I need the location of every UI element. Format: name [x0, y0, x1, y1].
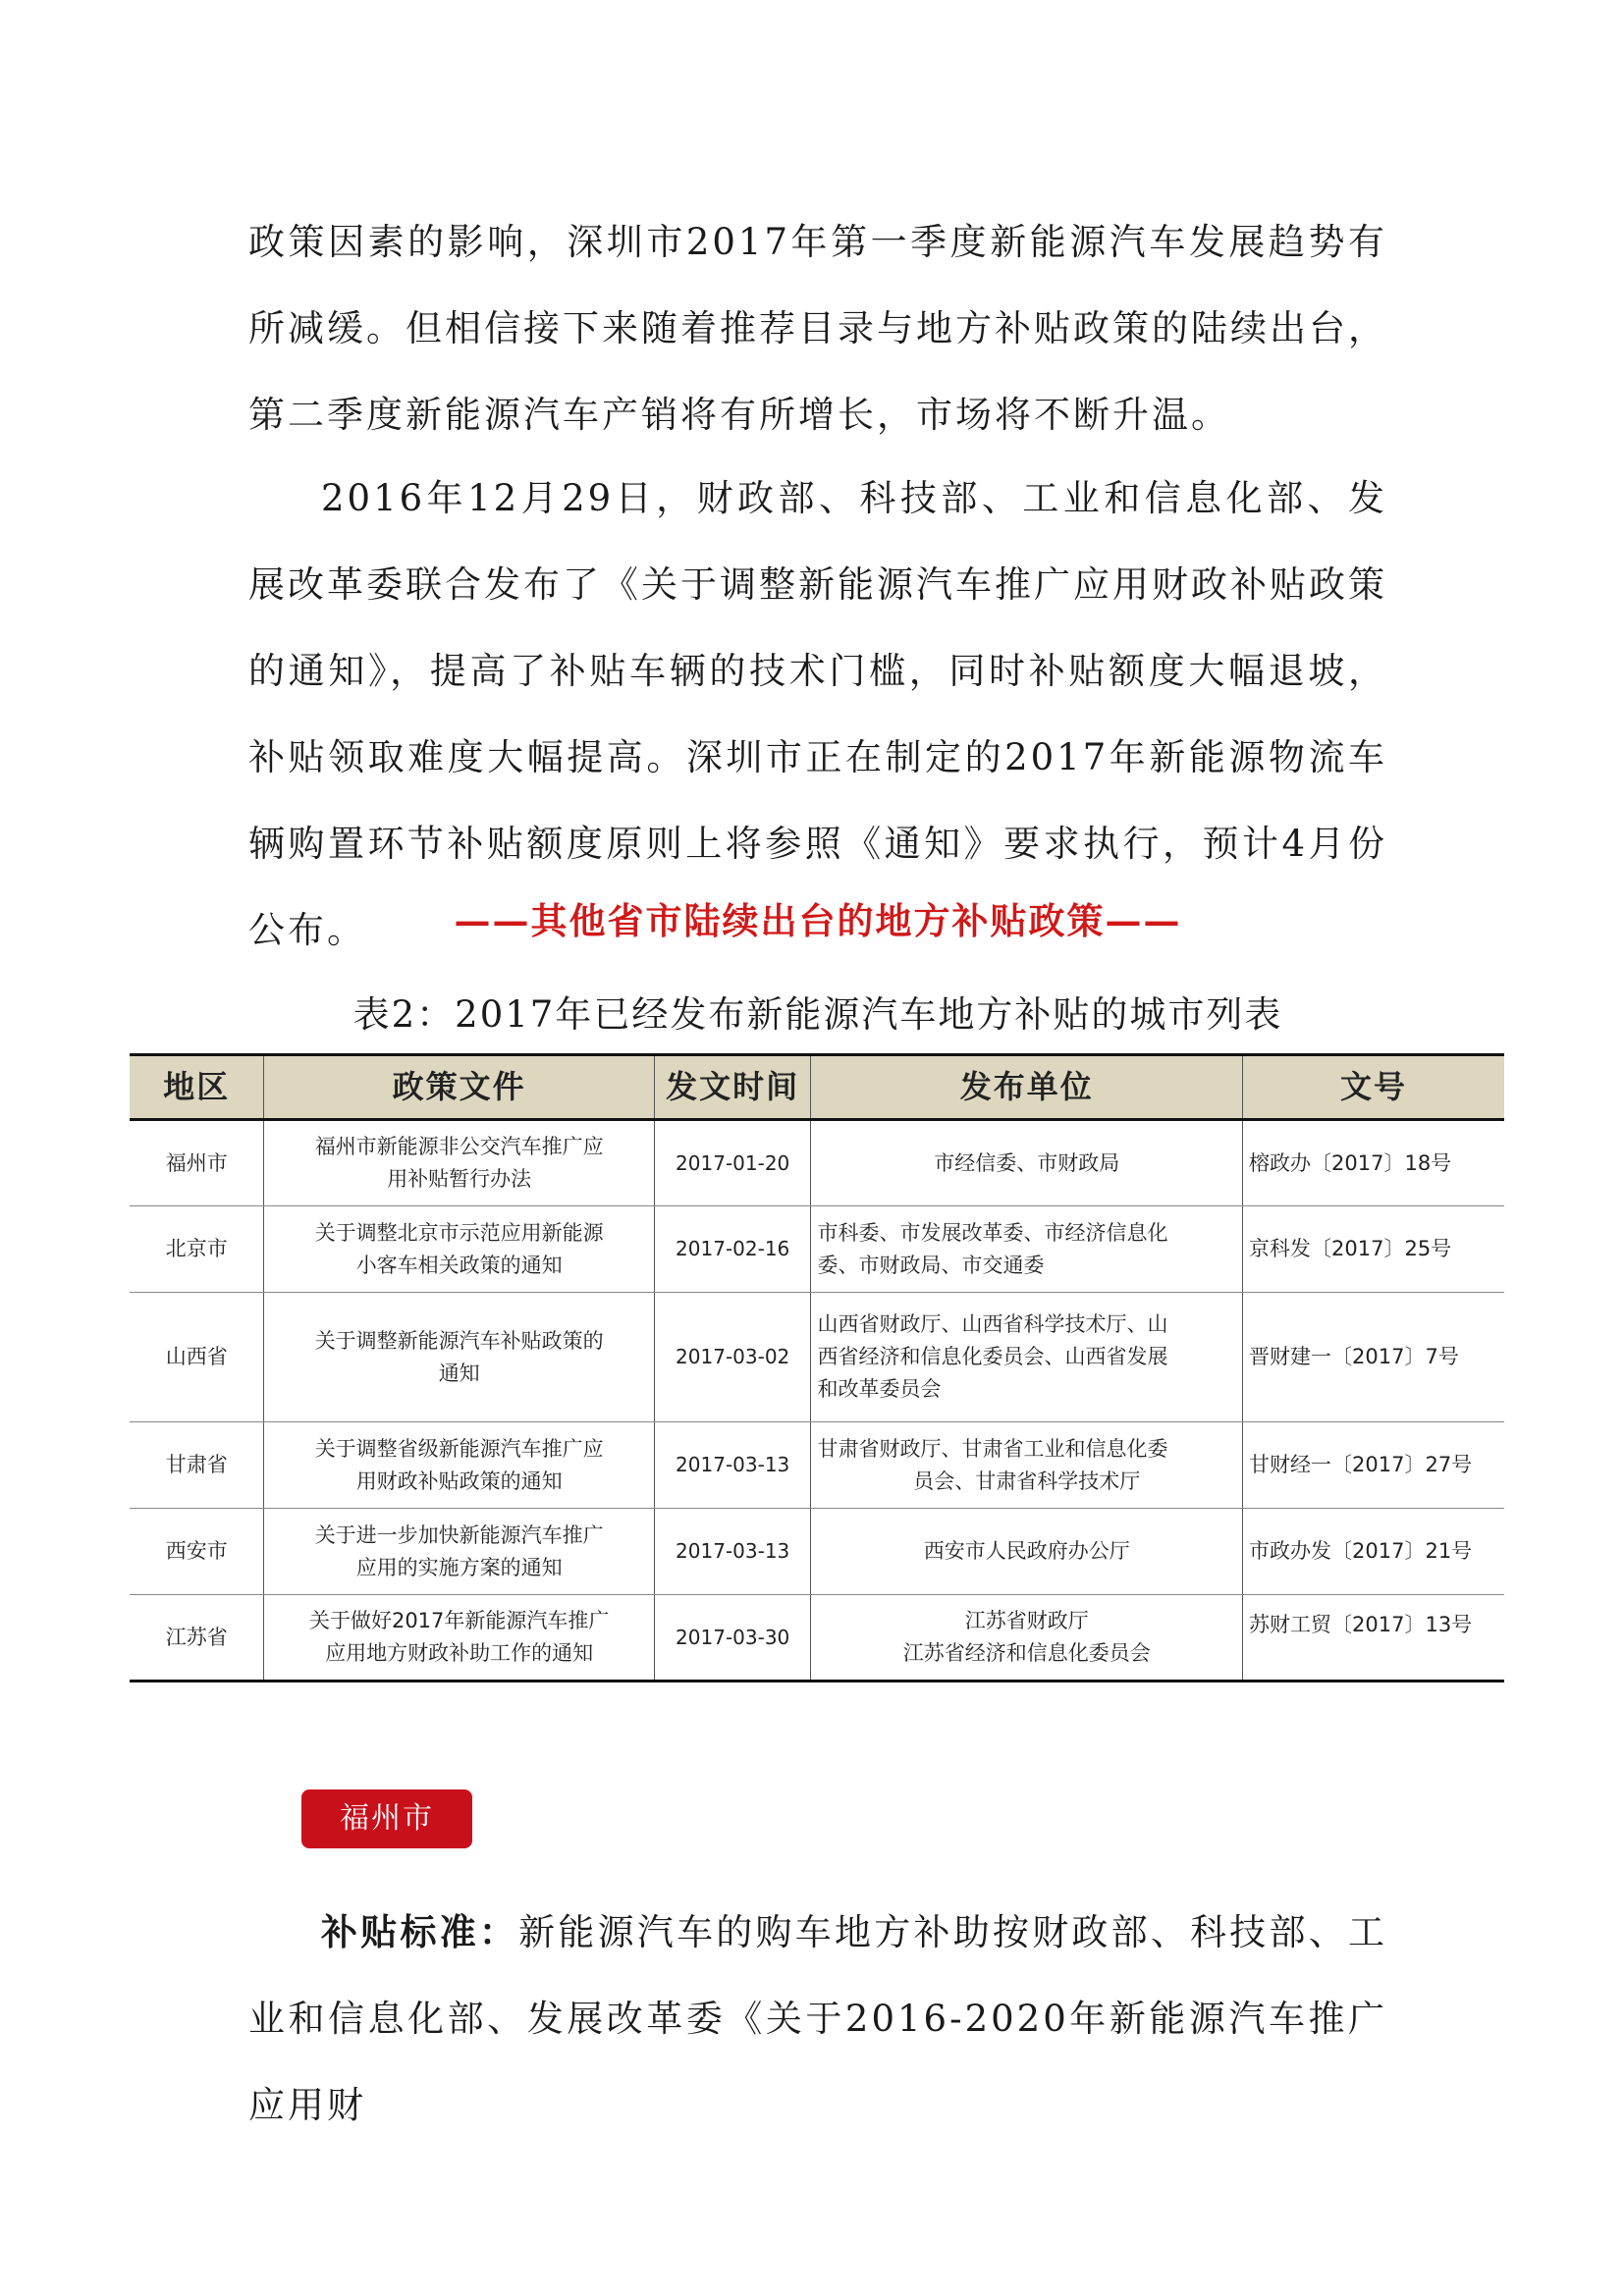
policy-doc-cell [264, 1293, 654, 1422]
issuer-line: 委、市财政局、市交通委 [817, 1253, 1045, 1277]
issuer-line: 江苏省财政厅 [964, 1609, 1089, 1632]
issue-date-cell: 2017-01-20 [654, 1120, 811, 1206]
policy-doc-line: 应用地方财政补助工作的通知 [325, 1641, 594, 1665]
issuer-line: 员会、甘肃省科学技术厅 [913, 1468, 1141, 1493]
policy-doc-cell [264, 1595, 654, 1682]
policy-doc-cell [264, 1120, 654, 1206]
issue-date-cell: 2017-03-02 [654, 1293, 811, 1422]
paragraph-policy-notice: 2016年12月29日，财政部、科技部、工业和信息化部、发展改革委联合发布了《关于调整新能源汽车推广应用财政补贴政策的通知》，提高了补贴车辆的技术门槛，同时补贴额度大幅退坡，补贴领取难度大幅提高。深圳市正在制定的2017年新能源物流车辆购置环节补贴额度原则上将参照《通知》要求执行，预计4月份公布。 [248, 477, 1387, 951]
subsidy-city-table [130, 1053, 1504, 1682]
subsidy-standard-text: 新能源汽车的购车地方补助按财政部、科技部、工业和信息化部、发展改革委《关于2016-2020年新能源汽车推广应用财 [248, 1911, 1388, 2126]
header-doc-number: 文号 [1243, 1055, 1504, 1120]
policy-doc-line: 用财政补贴政策的通知 [355, 1468, 563, 1493]
issuer-line: 市科委、市发展改革委、市经济信息化 [817, 1220, 1168, 1245]
region-cell: 福州市 [130, 1120, 264, 1206]
policy-doc-line: 关于做好2017年新能源汽车推广 [308, 1609, 610, 1632]
table-header-row [130, 1055, 1504, 1120]
policy-doc-line: 关于进一步加快新能源汽车推广 [314, 1522, 604, 1547]
header-issuer: 发布单位 [811, 1055, 1243, 1120]
policy-doc-cell [264, 1206, 654, 1293]
region-cell: 甘肃省 [130, 1422, 264, 1509]
region-cell: 西安市 [130, 1509, 264, 1595]
policy-doc-cell [264, 1509, 654, 1595]
subsidy-standard-label: 补贴标准： [321, 1910, 519, 1953]
issuer-cell [811, 1293, 1243, 1422]
issue-date-cell: 2017-02-16 [654, 1206, 811, 1293]
policy-doc-line: 关于调整省级新能源汽车推广应 [314, 1436, 604, 1461]
doc-number-cell: 晋财建一〔2017〕7号 [1243, 1293, 1504, 1422]
table-row [130, 1595, 1504, 1682]
region-cell: 北京市 [130, 1206, 264, 1293]
issuer-line: 江苏省经济和信息化委员会 [902, 1641, 1151, 1665]
table-row [130, 1206, 1504, 1293]
region-cell: 山西省 [130, 1293, 264, 1422]
policy-doc-cell [264, 1422, 654, 1509]
issuer-cell [811, 1120, 1243, 1206]
city-tag-fuzhou: 福州市 [301, 1789, 472, 1848]
issue-date-cell: 2017-03-13 [654, 1422, 811, 1509]
policy-doc-line: 关于调整北京市示范应用新能源 [314, 1220, 604, 1245]
policy-doc-line: 小客车相关政策的通知 [355, 1253, 563, 1277]
issuer-line: 市经信委、市财政局 [934, 1150, 1120, 1175]
issuer-line: 和改革委员会 [817, 1377, 942, 1401]
section-heading: ——其他省市陆续出台的地方补贴政策—— [454, 899, 1182, 942]
table-caption: 表2：2017年已经发布新能源汽车地方补贴的城市列表 [352, 993, 1283, 1036]
header-policy-doc: 政策文件 [264, 1055, 654, 1120]
paragraph-subsidy-standard [248, 1889, 1387, 2149]
table-row [130, 1120, 1504, 1206]
doc-number-cell: 苏财工贸〔2017〕13号 [1243, 1595, 1504, 1682]
issue-date-cell: 2017-03-30 [654, 1595, 811, 1682]
issuer-cell [811, 1595, 1243, 1682]
issuer-cell [811, 1509, 1243, 1595]
policy-doc-line: 福州市新能源非公交汽车推广应 [314, 1135, 604, 1158]
issuer-line: 山西省财政厅、山西省科学技术厅、山 [817, 1312, 1168, 1336]
doc-number-cell: 市政办发〔2017〕21号 [1243, 1509, 1504, 1595]
issuer-cell [811, 1422, 1243, 1509]
table-row [130, 1293, 1504, 1422]
table-row [130, 1509, 1504, 1595]
header-issue-date: 发文时间 [654, 1055, 811, 1120]
issuer-cell [811, 1206, 1243, 1293]
policy-doc-line: 关于调整新能源汽车补贴政策的 [314, 1328, 604, 1353]
paragraph-intro: 政策因素的影响，深圳市2017年第一季度新能源汽车发展趋势有所减缓。但相信接下来随着推荐目录与地方补贴政策的陆续出台，第二季度新能源汽车产销将有所增长，市场将不断升温。 [248, 221, 1387, 436]
issuer-line: 西安市人民政府办公厅 [923, 1539, 1130, 1563]
doc-number-cell: 榕政办〔2017〕18号 [1243, 1120, 1504, 1206]
region-cell: 江苏省 [130, 1595, 264, 1682]
issue-date-cell: 2017-03-13 [654, 1509, 811, 1595]
policy-doc-line: 应用的实施方案的通知 [355, 1555, 563, 1579]
table-row [130, 1422, 1504, 1509]
policy-doc-line: 用补贴暂行办法 [387, 1167, 532, 1191]
doc-number-cell: 京科发〔2017〕25号 [1243, 1206, 1504, 1293]
issuer-line: 甘肃省财政厅、甘肃省工业和信息化委 [817, 1436, 1168, 1461]
header-region: 地区 [130, 1055, 264, 1120]
policy-doc-line: 通知 [438, 1361, 480, 1385]
doc-number-cell: 甘财经一〔2017〕27号 [1243, 1422, 1504, 1509]
issuer-line: 西省经济和信息化委员会、山西省发展 [817, 1345, 1168, 1368]
